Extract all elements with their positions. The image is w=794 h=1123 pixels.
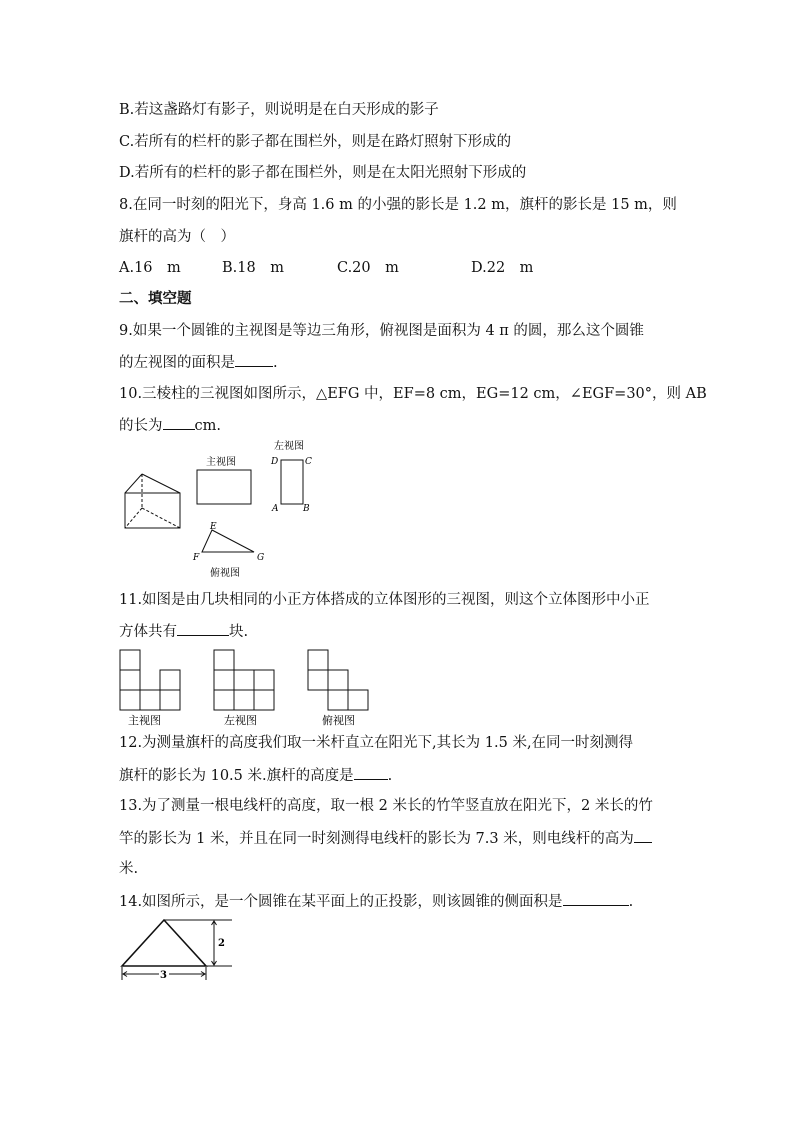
option-b: B.若这盏路灯有影子，则说明是在白天形成的影子 [119,102,439,118]
q8-option-a: A.16 m [119,260,181,276]
q14-text: 14.如图所示，是一个圆锥在某平面上的正投影，则该圆锥的侧面积是 [119,894,563,910]
label-a: A [272,504,279,514]
q10-unit: cm. [194,418,221,434]
front-view-rect [197,470,251,504]
question-11-line-1: 11.如图是由几块相同的小正方体搭成的立体图形的三视图，则这个立体图形中小正 [119,592,650,608]
front-view-grid [120,650,180,710]
question-12-line-2 [119,765,392,786]
cone-projection-figure [116,914,246,984]
q12-period: . [387,768,393,784]
q13-text: 竿的影长为 1 米，并且在同一时刻测得电线杆的影长为 7.3 米，则电线杆的高为 [119,831,634,847]
answer-blank[interactable] [163,415,195,430]
cone-triangle [122,920,206,966]
front-view-label: 主视图 [206,457,236,468]
top-view-caption: 俯视图 [322,714,355,727]
answer-blank[interactable] [177,621,229,636]
q9-period: . [273,355,278,371]
question-9-line-2 [119,352,278,373]
q9-text: 的左视图的面积是 [119,355,235,371]
question-13-line-2 [119,828,652,849]
answer-blank[interactable] [563,891,629,906]
question-13-line-3: 米. [119,861,139,877]
option-d: D.若所有的栏杆的影子都在围栏外，则是在太阳光照射下形成的 [119,165,527,181]
question-12-line-1: 12.为测量旗杆的高度我们取一米杆直立在阳光下,其长为 1.5 米,在同一时刻测得 [119,735,634,751]
base-label: 3 [160,970,167,981]
answer-blank[interactable] [354,765,388,780]
q11-text: 方体共有 [119,624,177,640]
q8-option-d: D.22 m [471,260,534,276]
question-14-line-1 [119,891,633,912]
question-13-line-1: 13.为了测量一根电线杆的高度，取一根 2 米长的竹竿竖直放在阳光下，2 米长的竹 [119,798,653,814]
label-d: D [271,457,279,467]
height-label: 2 [218,938,225,949]
q11-unit: 块. [229,624,249,640]
q8-option-c: C.20 m [337,260,399,276]
option-c: C.若所有的栏杆的影子都在围栏外，则是在路灯照射下形成的 [119,134,512,150]
q8-option-b: B.18 m [222,260,284,276]
question-9-line-1: 9.如果一个圆锥的主视图是等边三角形，俯视图是面积为 4 π 的圆，那么这个圆锥 [119,323,644,339]
left-view-grid [214,650,274,710]
front-view-caption: 主视图 [128,714,161,727]
label-b: B [303,504,310,514]
left-view-rect [281,460,303,504]
label-c: C [305,457,312,467]
label-g: G [257,553,265,563]
q10-text: 的长为 [119,418,163,434]
label-f: F [193,553,200,563]
left-view-label: 左视图 [274,441,304,452]
question-10-line-1: 10.三棱柱的三视图如图所示，△EFG 中，EF=8 cm，EG=12 cm，∠EGF=30°，则 AB [119,386,707,402]
triangle-efg [202,530,254,552]
question-10-line-2 [119,415,221,436]
top-view-grid [308,650,368,710]
q14-period: . [628,894,634,910]
prism-drawing [125,474,180,528]
top-view-label: 俯视图 [210,568,240,579]
q12-text: 旗杆的影长为 10.5 米.旗杆的高度是 [119,768,354,784]
top-view-figure [188,520,278,582]
question-8-line-2: 旗杆的高为（ ） [119,229,235,245]
left-view-caption: 左视图 [224,714,257,727]
cube-three-views-figure [116,646,376,728]
question-8-line-1: 8.在同一时刻的阳光下，身高 1.6 m 的小强的影长是 1.2 m，旗杆的影长是 15 m，则 [119,197,677,213]
answer-blank[interactable] [235,352,273,367]
question-11-line-2 [119,621,248,642]
answer-blank[interactable] [634,828,652,843]
section-heading: 二、填空题 [119,291,192,307]
label-e: E [210,522,217,532]
